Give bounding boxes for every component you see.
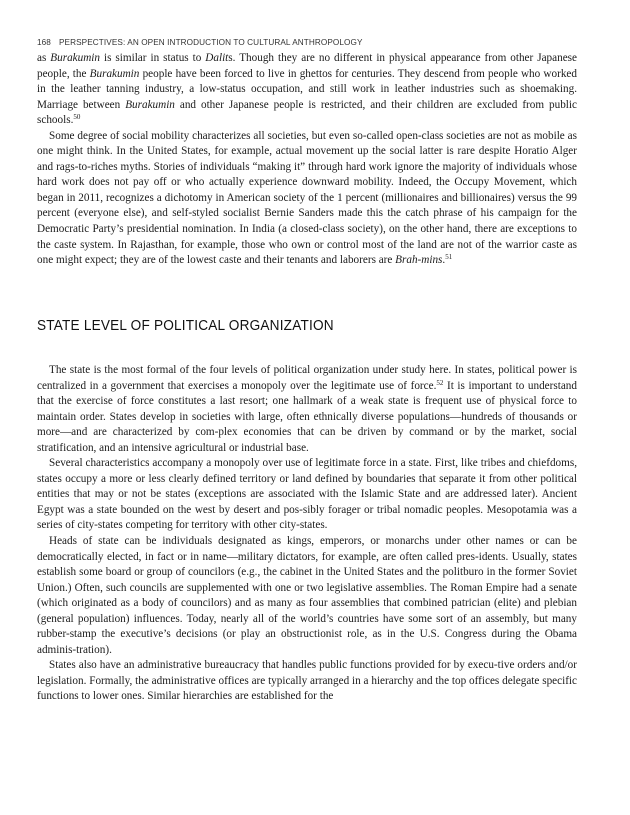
paragraph-state-definition: The state is the most formal of the four levels of political organization under study here. In states, political power is centralized in a government that exercises a monopoly over the legitimate use of force.$^{52}$ It is important to understand that the exercise of force constitutes a last resort; one hallmark of a weak state is frequent use of physical force to maintain order. States develop in societies with large, often ethnically diverse populations—hundreds of thousands or more—and are characterized by com-plex economies that can be driven by command or by the market, social stratification, and an intensive agricultural or industrial base. xyxy=(37,364,577,454)
running-header xyxy=(37,38,363,47)
paragraph-state-characteristics: Several characteristics accompany a monopoly over use of legitimate force in a state. First, like tribes and chiefdoms, states occupy a more or less clearly defined territory or land defined by boundaries that separate it from other political entities that may or not be states (exceptions are associated with the Islamic State and are addressed later). Ancient Egypt was a state bounded on the west by desert and pos-sibly forager or tribal nomadic peoples. Mesopotamia was a series of city-states competing for territory with other city-states. xyxy=(37,457,577,532)
term-brahmins: Brah-mins xyxy=(395,254,443,267)
footnote-ref-50[interactable]: 50 xyxy=(73,113,81,122)
paragraph-social-mobility: Some degree of social mobility characterizes all societies, but even so-called open-class societies are not as mobile as one might think. In the United States, for example, actual movement up the social latter is rare despite Horatio Alger and rags-to-riches myths. Stories of individuals “making it” through hard work ignore the majority of individuals whose hard work does not pay off or who actually experience downward mobility. Indeed, the Occupy Movement, which began in 2011, recognizes a dichotomy in American society of the 1 percent (millionaires and billionaires) versus the 99 percent (everyone else), and self-styled socialist Bernie Sanders made this the catch phrase of his campaign for the Democratic Party’s presidential nomination. In India (a closed-class society), on the other hand, there are exceptions to the caste system. In Rajasthan, for example, those who own or control most of the land are not of the warrior caste as one might expect; they are of the lowest caste and their tenants and laborers are Brah-mins.$^{51}$ xyxy=(37,129,577,267)
body-text-bottom xyxy=(37,363,577,705)
body-text-top xyxy=(37,51,577,269)
footnote-ref-51[interactable]: 51 xyxy=(445,253,453,262)
term-burakumin: Burakumin xyxy=(50,52,101,64)
term-dalit: Dalit xyxy=(205,52,229,64)
page-number: 168 xyxy=(37,38,51,47)
term-burakumin: Burakumin xyxy=(89,67,140,80)
paragraph-heads-of-state: Heads of state can be individuals designated as kings, emperors, or monarchs under other names or can be democratically elected, in fact or in name—military dictators, for example, are often called pres-idents. Usually, states establish some board or group of councilors (e.g., the cabinet in the United States and the politburo in the former Soviet Union.) Often, such councils are supplemented with one or two legislative assemblies. The Roman Empire had a senate (which originated as a body of councilors) and as many as four assemblies that combined patrician (elite) and plebian (general population) influences. Today, nearly all of the world’s countries have some sort of an assembly, but many rubber-stamp the executive’s decisions (or play an obstructionist role, as in the U.S. Congress during the Obama adminis-tration). xyxy=(37,535,577,656)
paragraph-burakumin: as Burakumin is similar in status to Dalits. Though they are no different in physical appearance from other Japanese people, the Burakumin people have been forced to live in ghettos for centuries. They descend from people who worked in the leather tanning industry, a low-status occupation, and still work in leather industries such as shoemaking. Marriage between Burakumin and other Japanese people is restricted, and their children are excluded from public schools.$^{50}$ xyxy=(37,52,577,127)
paragraph-bureaucracy: States also have an administrative bureaucracy that handles public functions provided for by execu-tive orders and/or legislation. Formally, the administrative offices are typically arranged in a hierarchy and the top offices delegate specific functions to lower ones. Similar hierarchies are established for the xyxy=(37,659,577,703)
running-title: PERSPECTIVES: AN OPEN INTRODUCTION TO CULTURAL ANTHROPOLOGY xyxy=(58,38,363,47)
term-burakumin: Burakumin xyxy=(125,98,175,111)
footnote-ref-52[interactable]: 52 xyxy=(436,378,444,387)
section-heading: STATE LEVEL OF POLITICAL ORGANIZATION xyxy=(37,318,334,334)
